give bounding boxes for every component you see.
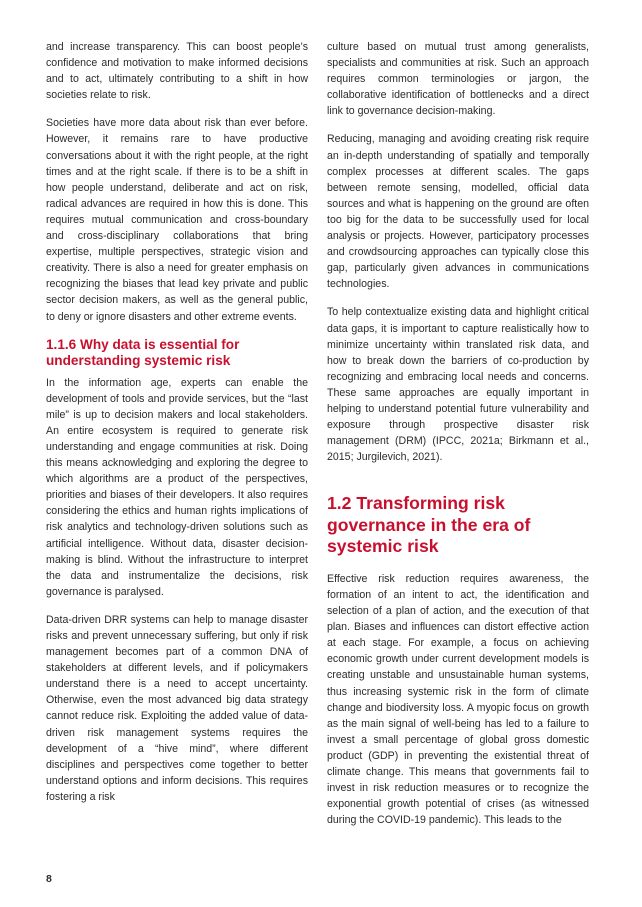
paragraph: Data-driven DRR systems can help to manage disaster risks and prevent unnecessary suffering, but only if risk management becomes part of a common DNA of stakeholders at different levels, and if policymakers understand there is a need to accept uncertainty. Otherwise, even the most advanced big data strategy cannot reduce risk. Exploiting the added value of data-driven risk management systems requires the development of a “hive mind”, where different disciplines and perspectives come together to better understand options and inform decisions. This requires fostering a risk: [46, 613, 308, 803]
paragraph: and increase transparency. This can boost people’s confidence and motivation to make informed decisions and to act, ultimately contributing to a shift in how societies relate to risk.: [46, 41, 308, 102]
page-number: 8: [46, 873, 52, 885]
section-heading-1-2: 1.2 Transforming risk governance in the era of systemic risk: [327, 493, 531, 557]
paragraph: To help contextualize existing data and highlight critical data gaps, it is important to capture realistically how to minimize uncertainty within translated risk data, and how to break down the barriers of co-production by recognizing and embracing local needs and concerns. These same approaches are equally important in helping to understand potential future vulnerability and exposure through prospective disaster risk management (DRM) (IPCC, 2021a; Birkmann et al., 2015; Jurgilevich, 2021).: [327, 306, 589, 464]
paragraph: Reducing, managing and avoiding creating risk require an in-depth understanding of spatially and temporally complex processes at different scales. The gaps between remote sensing, modelled, official data sources and what is happening on the ground are often too big for the data to be successfully used for local analysis or projects. However, participatory processes and crowdsourcing approaches can typically close this gap, particularly given advances in communications technologies.: [327, 133, 589, 291]
paragraph: In the information age, experts can enable the development of tools and provide services, but the “last mile” is up to decision makers and local stakeholders. An entire ecosystem is required to generate risk understanding and engage communities at risk. Doing this means acknowledging and exploring the degree to which algorithms are a product of the perspectives, priorities and biases of their developers. It also requires considering the ethics and human rights implications of risk analytics and technology-driven solutions such as artificial intelligence. Without data, disaster decision-making is blind. Without the infrastructure to interpret the data and instrumentalize the decisions, risk governance is paralysed.: [46, 376, 308, 598]
paragraph: Societies have more data about risk than ever before. However, it remains rare to have productive conversations about it with the right people, at the right times and at the right scale. If there is to be a shift in how people understand, deliberate and act on risk, radical advances are required in how this is done. This requires mutual communication and cross-boundary and cross-disciplinary collaborations that bring expertise, multiple perspectives, strategic vision and creativity. There is also a need for greater emphasis on recognizing the biases that lead key private and public sector decision makers, as well as the general public, to deny or ignore disasters and other extreme events.: [46, 117, 308, 323]
paragraph: Effective risk reduction requires awareness, the formation of an intent to act, the identification and selection of a plan of action, and the execution of that plan. Biases and influences can distort effective action at each stage. For example, a focus on achieving economic growth under current development models is creating unstable and unsustainable human systems, thus increasing systemic risk in the form of climate change and biodiversity loss. A myopic focus on growth as the main signal of well-being has led to a failure to invest a small percentage of global gross domestic product (GDP) in preventing the existential threat of climate change. This means that governments fail to invest in risk reduction measures or to recognize the exponential growth potential of crises (as witnessed during the COVID-19 pandemic). This leads to the: [327, 572, 589, 827]
right-column: [327, 39, 589, 840]
left-column: [46, 39, 308, 817]
paragraph: culture based on mutual trust among generalists, specialists and communities at risk. Such an approach requires common terminologies or jargon, the collaborative identification of bottlenecks and a direct link to governance decision-making.: [327, 41, 589, 118]
section-heading-1-1-6: 1.1.6 Why data is essential for understanding systemic risk: [46, 336, 240, 369]
